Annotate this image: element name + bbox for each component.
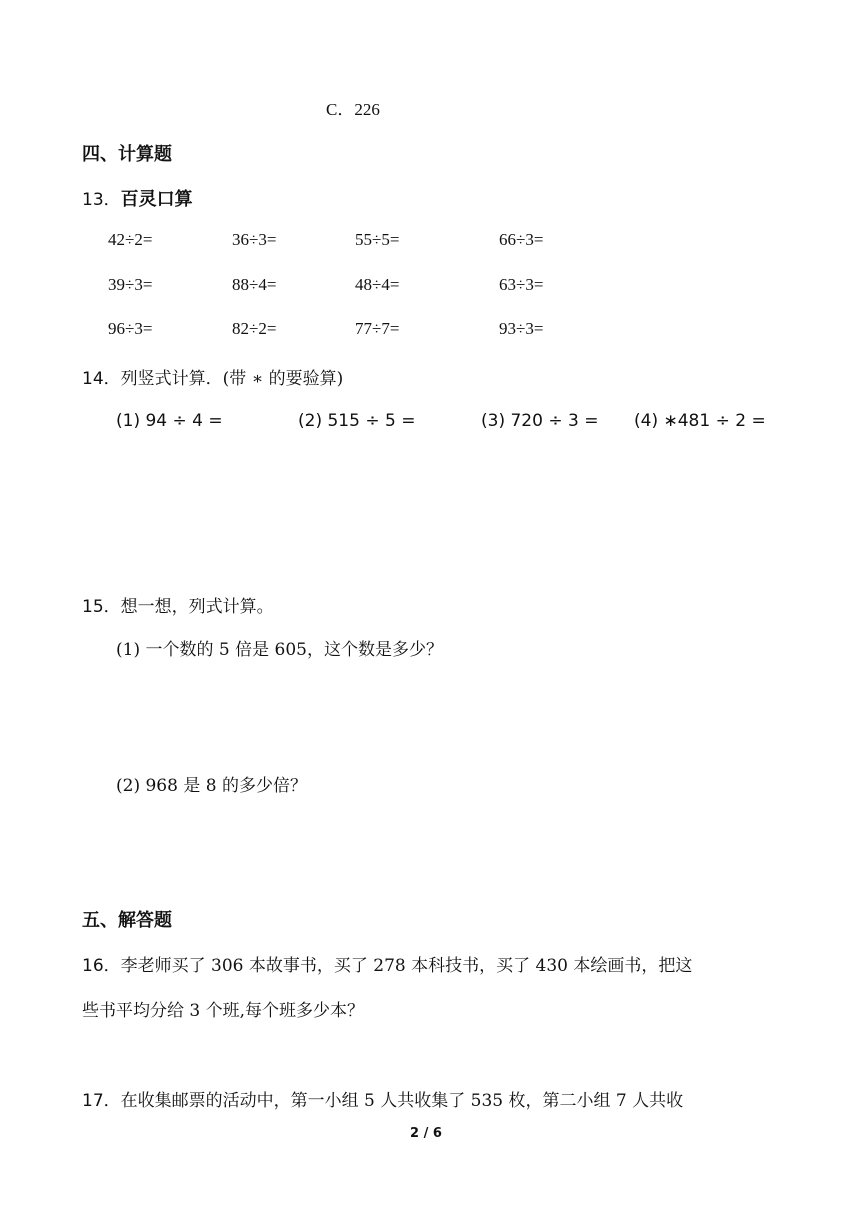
question-13 (82, 185, 193, 211)
arith-item: 42÷2= (108, 230, 153, 249)
arith-item: 93÷3= (499, 319, 544, 338)
question-text-line: 些书平均分给 3 个班,每个班多少本？ (82, 1001, 365, 1021)
calc-item: (1) 94 ÷ 4 = (116, 411, 223, 431)
question-text-line: 在收集邮票的活动中，第一小组 5 人共收集了 535 枚，第二小组 7 人共收 (120, 1091, 684, 1111)
arith-item: 96÷3= (108, 319, 153, 338)
question-14 (82, 364, 343, 389)
question-16 (82, 951, 692, 976)
calc-item: (2) 515 ÷ 5 = (298, 411, 416, 431)
choice-c: C．226 (326, 100, 380, 119)
page-number: 2 / 6 (410, 1126, 442, 1141)
arith-item: 55÷5= (355, 230, 400, 249)
arith-item: 48÷4= (355, 275, 400, 294)
question-number: 17． (82, 1091, 121, 1111)
question-15 (82, 592, 274, 617)
question-number: 14． (82, 369, 121, 389)
question-title: 想一想，列式计算。 (120, 597, 274, 617)
question-number: 15． (82, 597, 121, 617)
arith-item: 82÷2= (232, 319, 277, 338)
question-number: 16． (82, 956, 121, 976)
calc-item: (3) 720 ÷ 3 = (481, 411, 599, 431)
section-heading-answers: 五、解答题 (82, 910, 172, 931)
calc-item: (4) ∗481 ÷ 2 = (634, 411, 766, 431)
arith-item: 77÷7= (355, 319, 400, 338)
arith-item: 66÷3= (499, 230, 544, 249)
arith-item: 63÷3= (499, 275, 544, 294)
question-title: 百灵口算 (120, 189, 193, 210)
section-heading-calculation: 四、计算题 (82, 144, 172, 165)
arith-item: 88÷4= (232, 275, 277, 294)
q15-sub2: (2) 968 是 8 的多少倍？ (116, 776, 307, 796)
question-17 (82, 1086, 683, 1111)
question-text-line: 李老师买了 306 本故事书，买了 278 本科技书，买了 430 本绘画书，把这 (120, 956, 693, 976)
arith-item: 39÷3= (108, 275, 153, 294)
arith-item: 36÷3= (232, 230, 277, 249)
question-title: 列竖式计算．(带 ∗ 的要验算) (120, 369, 344, 389)
question-number: 13． (82, 190, 121, 210)
q15-sub1: (1) 一个数的 5 倍是 605，这个数是多少？ (116, 640, 443, 660)
